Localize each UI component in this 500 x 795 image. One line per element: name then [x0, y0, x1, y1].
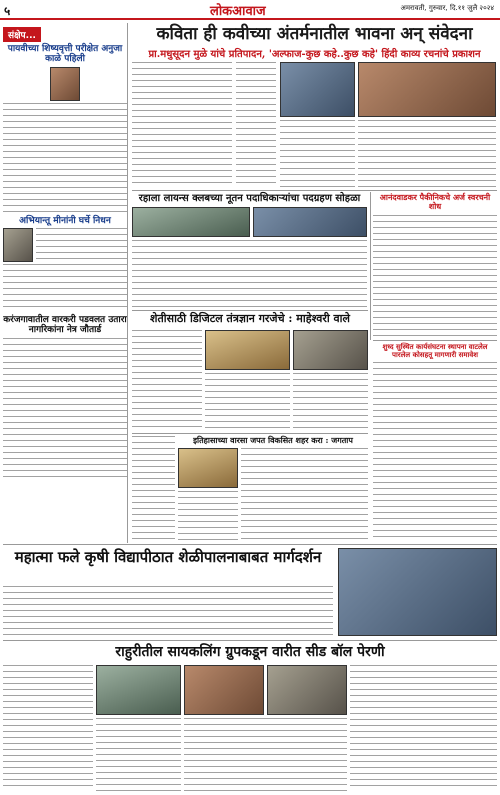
- phule-headline: महात्मा फले कृषी विद्यापीठात शेळीपालनाबाबत मार्गदर्शन: [14, 548, 322, 566]
- bottom-text-1: [3, 665, 93, 791]
- brief-text-3: [3, 338, 127, 478]
- lead-photo-1: [280, 62, 355, 117]
- history-headline: इतिहासाच्या वारसा जपत विकसित शहर करा : जगताप: [193, 435, 353, 445]
- bottom-text-4: [350, 665, 497, 791]
- lead-text-col3: [280, 120, 355, 187]
- bottom-text-3: [184, 718, 347, 791]
- right-headline-2: शुध्द सुस्थित कार्यसंघटना स्थापना वाटलेल पारलेल कोसहतू मागणारी समावेश: [382, 342, 488, 359]
- agri-text-2: [205, 373, 290, 430]
- history-text-1: [132, 436, 175, 540]
- lions-photo-2: [253, 207, 367, 237]
- lions-headline: रहाला लायन्स क्लबच्या नूतन पदाधिकाऱ्यांचा पदग्रहण सोहळा: [138, 193, 361, 204]
- right-headline-1: आनंदवाडकर पैकीनिकचे अर्ज स्वरचनी शोध: [379, 192, 491, 211]
- lead-headline: कविता ही कवीच्या अंतर्मनातील भावना अन् संवेदना: [156, 24, 473, 44]
- lead-subheadline: प्रा.मधुसूदन मुळे यांचे प्रतिपादन, 'अल्फाज-कुछ कहे..कुछ कहे' हिंदी काव्य रचनांचे प्रकाशन: [148, 49, 481, 60]
- lions-photo-1: [132, 207, 250, 237]
- agri-photo-2: [293, 330, 368, 370]
- student-photo: [50, 67, 80, 101]
- phule-photo: [338, 548, 497, 636]
- right-text-1: [373, 215, 497, 337]
- right-text-2: [373, 362, 497, 540]
- lead-text-col1: [132, 62, 232, 187]
- agri-headline: शेतीसाठी डिजिटल तंत्रज्ञान गरजेचे : माहेश्वरी वाले: [150, 312, 350, 325]
- brief-headline-3: करंजगावातील वारकरी पडवलत उतारा नागरिकांना नेत्र जौतार्ड: [3, 315, 127, 336]
- bottom-text-2: [96, 718, 181, 791]
- brief-headline-1: पायवीच्या शिष्यवृत्ती परीक्षेत अनुजा काळे पहिली: [7, 44, 123, 65]
- brief-headline-2: अभियान्तू मीनांनी घर्चे निधन: [19, 215, 111, 226]
- phule-text: [3, 586, 333, 636]
- bottom-headline: राहुरीतील सायकलिंग ग्रुपकडून वारीत सीड बॉल पेरणी: [115, 644, 385, 660]
- obituary-photo: [3, 228, 33, 262]
- lead-text-col4: [358, 120, 496, 187]
- masthead: लोकआवाज: [210, 4, 266, 19]
- brief-text-2b: [3, 264, 127, 312]
- history-text-2: [178, 491, 238, 540]
- brief-text-1: [3, 103, 127, 213]
- agri-photo: [205, 330, 290, 370]
- agri-text-1: [132, 330, 202, 430]
- left-column: [3, 23, 128, 543]
- brief-text-2a: [36, 228, 127, 262]
- page-number: ५: [4, 4, 11, 18]
- briefs-tag: संक्षेप...: [3, 27, 41, 42]
- lions-text: [132, 240, 367, 308]
- page-header: [0, 0, 500, 20]
- cycling-photo-1: [96, 665, 181, 715]
- history-photo: [178, 448, 238, 488]
- cycling-photo-3: [267, 665, 347, 715]
- agri-text-3: [293, 373, 368, 430]
- cycling-photo-2: [184, 665, 264, 715]
- lead-photo-2: [358, 62, 496, 117]
- lead-text-col2: [236, 62, 276, 187]
- dateline: अमरावती, गुरुवार, दि.११ जुलै २०२४: [400, 4, 494, 12]
- history-text-3: [241, 448, 368, 540]
